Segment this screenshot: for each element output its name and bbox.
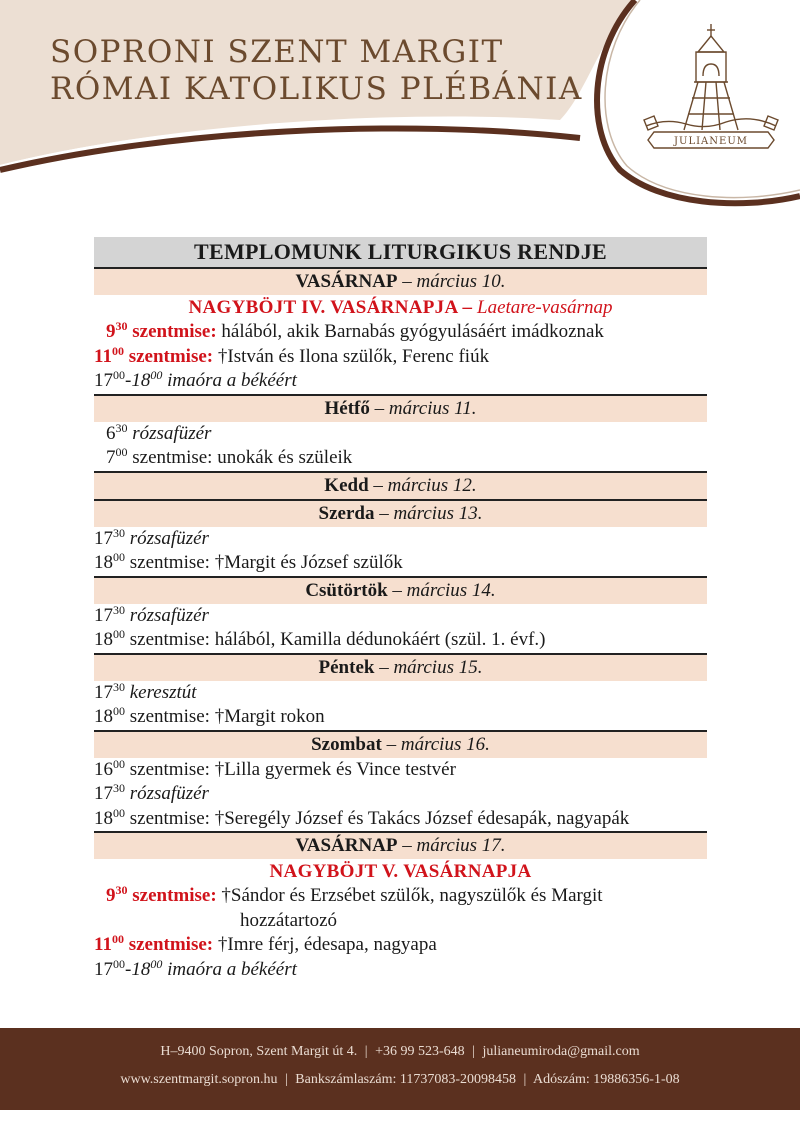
schedule-entry: $18^{00}$ szentmise: †Seregély József és Takács József édesapák, nagyapák xyxy=(94,805,630,829)
schedule-entry: $17^{30}$ rózsafüzér xyxy=(94,602,209,626)
day-name: VASÁRNAP xyxy=(295,271,398,292)
footer-line1 xyxy=(0,1038,800,1066)
separator: | xyxy=(284,1072,288,1087)
schedule-entry: $17^{00}-18^{00}$ imaóra a békéért xyxy=(94,956,297,980)
entry-text: †István és Ilona szülők, Ferenc fiúk xyxy=(213,345,490,367)
entry-label: szentmise: xyxy=(132,885,217,906)
entry-label: szentmise: xyxy=(132,321,217,342)
entry-time: $9^{30}$ xyxy=(106,883,128,906)
schedule-entry: $7^{00}$ szentmise: unokák és szüleik xyxy=(106,445,353,468)
day-header-saturday: Szombat – március 16. xyxy=(94,730,707,758)
entry-text: †Sándor és Erzsébet szülők, nagyszülők és Margit xyxy=(216,885,603,906)
entry-time: $11^{00}$ xyxy=(94,932,124,955)
footer-phone[interactable]: +36 99 523-648 xyxy=(375,1044,465,1059)
schedule-entry xyxy=(94,320,707,345)
schedule-entry xyxy=(94,884,707,909)
footer xyxy=(0,1028,800,1110)
entry-text: rózsafüzér xyxy=(125,527,209,549)
footer-tax-number: Adószám: 19886356-1-08 xyxy=(533,1072,680,1087)
logo-text: JULIANEUM xyxy=(674,136,748,147)
entry-text: szentmise: unokák és szüleik xyxy=(127,447,353,468)
schedule-entry: $17^{30}$ keresztút xyxy=(94,679,197,703)
separator: | xyxy=(364,1044,368,1059)
day-header-tuesday: Kedd – március 12. xyxy=(94,471,707,499)
day-header-wednesday: Szerda – március 13. xyxy=(94,499,707,527)
schedule-entry: $6^{30}$ rózsafüzér xyxy=(106,420,212,444)
schedule-title: TEMPLOMUNK LITURGIKUS RENDJE xyxy=(94,237,707,267)
day-header-thursday: Csütörtök – március 14. xyxy=(94,576,707,604)
entry-text: rózsafüzér xyxy=(125,604,209,626)
separator: | xyxy=(523,1072,527,1087)
parish-title-line2: RÓMAI KATOLIKUS PLÉBÁNIA xyxy=(50,71,583,107)
day-header-monday: Hétfő – március 11. xyxy=(94,394,707,422)
julianeum-bell-tower-logo xyxy=(636,22,786,162)
schedule-entry: $17^{30}$ rózsafüzér xyxy=(94,525,209,549)
entry-text: hálából, akik Barnabás gyógyulásáért imádkoznak xyxy=(216,321,604,342)
parish-title xyxy=(50,34,583,108)
entry-text: szentmise: †Margit rokon xyxy=(125,706,325,727)
entry-text: rózsafüzér xyxy=(127,422,212,444)
entry-label: szentmise: xyxy=(128,345,214,367)
day-date: – március 10. xyxy=(402,271,506,292)
entry-text: szentmise: †Lilla gyermek és Vince testvér xyxy=(125,758,456,780)
footer-email-link[interactable]: julianeumiroda@gmail.com xyxy=(482,1044,640,1059)
schedule-entry xyxy=(94,933,707,958)
separator: | xyxy=(472,1044,475,1059)
parish-title-line1: SOPRONI SZENT MARGIT xyxy=(50,34,504,70)
liturgical-schedule xyxy=(94,237,707,982)
day-header-friday: Péntek – március 15. xyxy=(94,653,707,681)
footer-line2 xyxy=(0,1066,800,1094)
schedule-entry-continuation: hozzátartozó xyxy=(240,909,338,931)
entry-text: keresztút xyxy=(125,681,197,703)
footer-website-link[interactable]: www.szentmargit.sopron.hu xyxy=(120,1072,278,1087)
schedule-entry xyxy=(94,345,707,370)
entry-label: szentmise: xyxy=(128,934,214,955)
schedule-entry: $18^{00}$ szentmise: †Margit és József szülők xyxy=(94,550,403,573)
feast-title: NAGYBÖJT IV. VASÁRNAPJA – Laetare-vasárnap xyxy=(188,297,613,318)
schedule-entry: $17^{00}-18^{00}$ imaóra a békéért xyxy=(94,368,297,391)
entry-time: $11^{00}$ xyxy=(94,343,124,367)
entry-text: rózsafüzér xyxy=(125,783,209,804)
footer-address: H–9400 Sopron, Szent Margit út 4. xyxy=(160,1044,358,1059)
entry-text: szentmise: †Margit és József szülők xyxy=(125,552,403,573)
entry-text: szentmise: hálából, Kamilla dédunokáért (szül. 1. évf.) xyxy=(125,629,546,650)
footer-bank-account: Bankszámlaszám: 11737083-20098458 xyxy=(295,1072,516,1087)
day-header-sunday-1 xyxy=(94,267,707,295)
entry-text: †Imre férj, édesapa, nagyapa xyxy=(213,934,437,955)
entry-time: $9^{30}$ xyxy=(106,319,128,342)
schedule-entry: $18^{00}$ szentmise: †Margit rokon xyxy=(94,704,325,727)
feast-title: NAGYBÖJT V. VASÁRNAPJA xyxy=(269,861,532,882)
day-header-sunday-2: VASÁRNAP – március 17. xyxy=(94,831,707,859)
schedule-entry: $16^{00}$ szentmise: †Lilla gyermek és Vince testvér xyxy=(94,756,456,780)
schedule-entry: $18^{00}$ szentmise: hálából, Kamilla dédunokáért (szül. 1. évf.) xyxy=(94,627,546,650)
schedule-entry: $17^{30}$ rózsafüzér xyxy=(94,781,209,804)
entry-text: szentmise: †Seregély József és Takács József édesapák, nagyapák xyxy=(125,807,630,829)
entry-text: imaóra a békéért xyxy=(162,370,297,391)
entry-text: imaóra a békéért xyxy=(162,958,297,980)
